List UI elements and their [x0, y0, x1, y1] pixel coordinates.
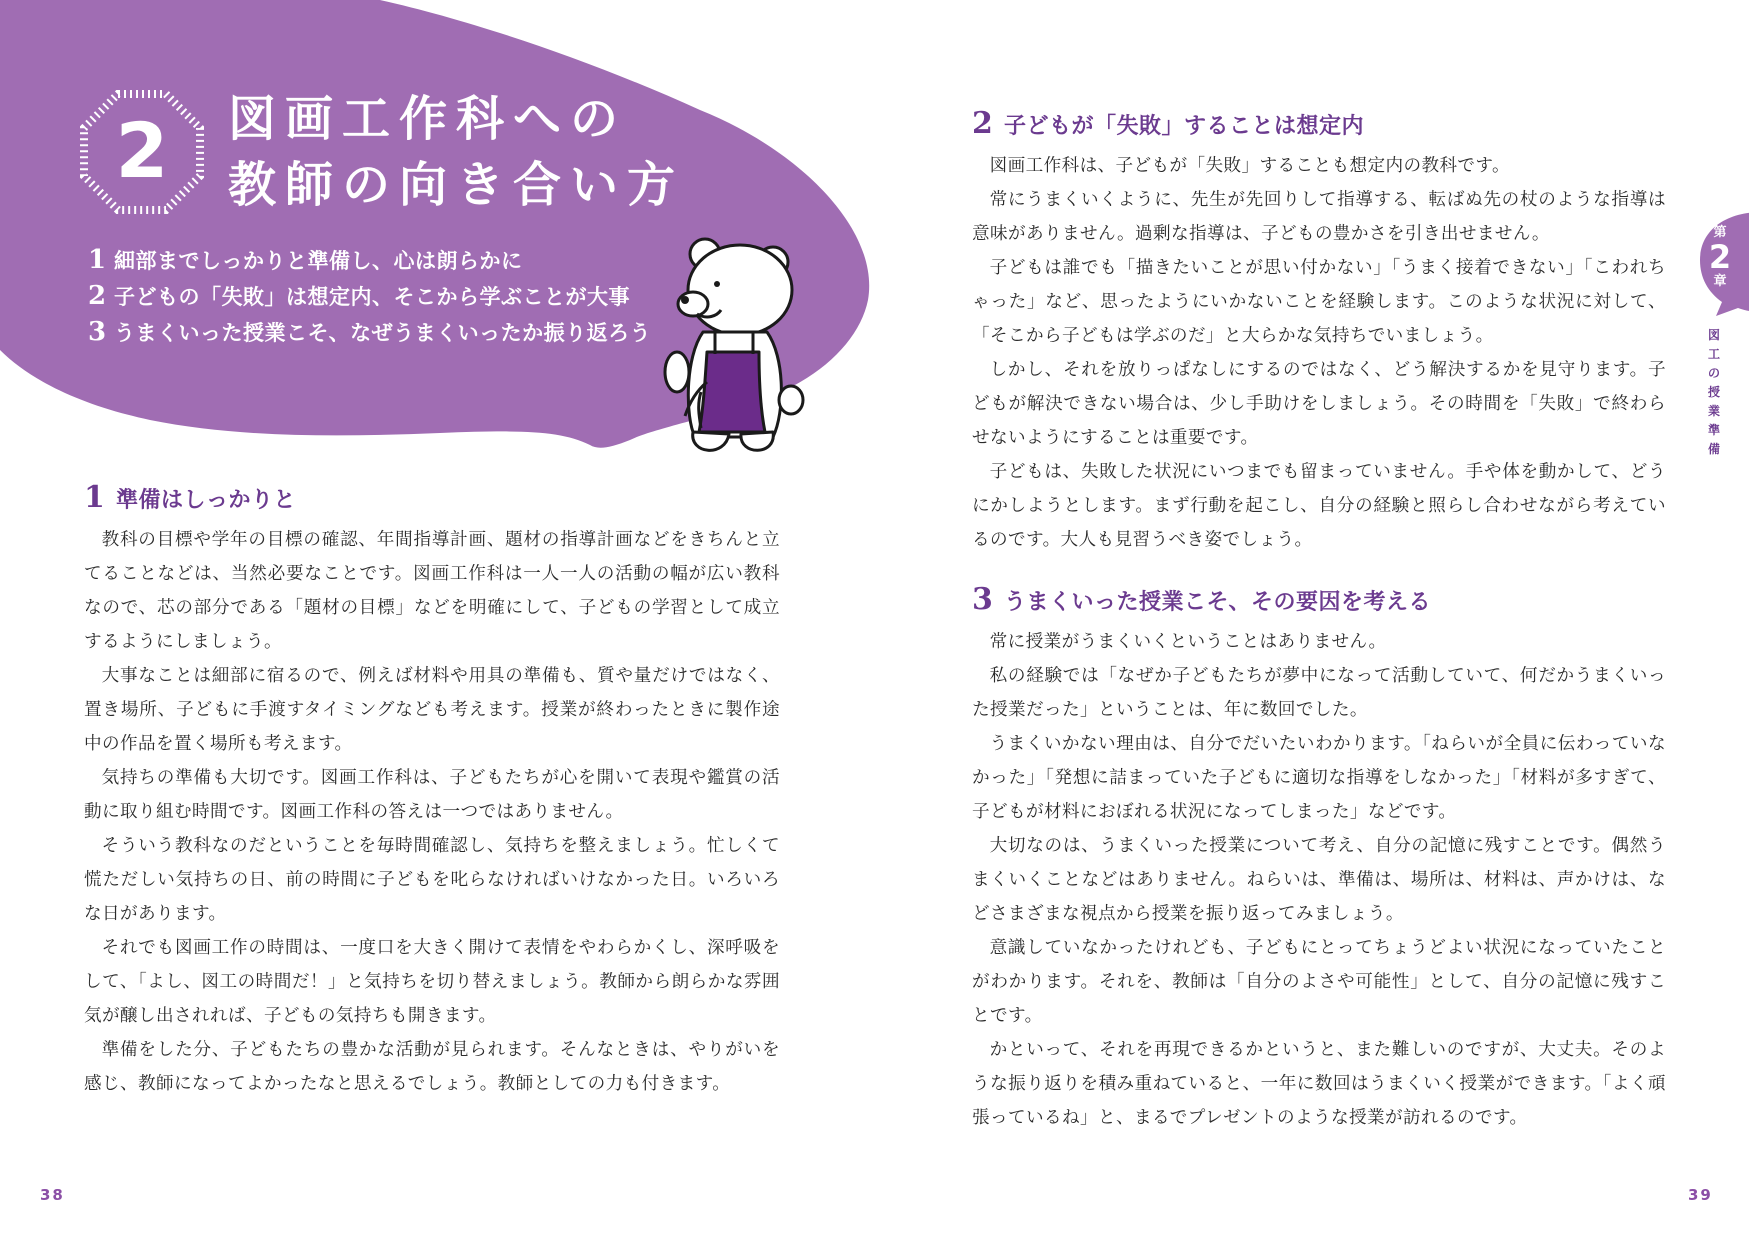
summary-item-number: 3 [88, 317, 107, 347]
chapter-badge-number: 2 [115, 106, 169, 195]
page-title [228, 86, 684, 218]
summary-item [88, 242, 651, 278]
page-title-line-2: 教師の向き合い方 [228, 157, 685, 213]
summary-list [88, 242, 651, 350]
section-number: 3 [972, 582, 993, 617]
section-heading [972, 582, 1666, 617]
summary-item-number: 2 [88, 281, 107, 311]
section-number: 1 [84, 480, 105, 515]
paragraph: 常にうまくいくように、先生が先回りして指導する、転ばぬ先の杖のような指導は意味がありません。過剰な指導は、子どもの豊かさを引き出せません。 [972, 190, 1666, 244]
section-title: 子どもが「失敗」することは想定内 [1004, 114, 1365, 139]
paragraph: 意識していなかったけれども、子どもにとってちょうどよい状況になっていたことがわかります。それを、教師は「自分のよさや可能性」として、自分の記憶に残すことです。 [972, 938, 1666, 1026]
summary-item [88, 278, 651, 314]
summary-item-text: うまくいった授業こそ、なぜうまくいったか振り返ろう [114, 321, 652, 345]
section-title: うまくいった授業こそ、その要因を考える [1004, 590, 1432, 615]
paragraph: 準備をした分、子どもたちの豊かな活動が見られます。そんなときは、やりがいを感じ、教師になってよかったなと思えるでしょう。教師としての力も付きます。 [84, 1040, 780, 1094]
section-body [972, 625, 1666, 1135]
paragraph: 常に授業がうまくいくということはありません。 [989, 632, 1387, 652]
paragraph: かといって、それを再現できるかというと、また難しいのですが、大丈夫。そのような振り返りを積み重ねていると、一年に数回はうまくいく授業ができます。「よく頑張っているね」と、まるでプレゼントのような授業が訪れるのです。 [972, 1040, 1666, 1128]
section-heading [84, 480, 780, 515]
section-number: 2 [972, 106, 993, 141]
paragraph: そういう教科なのだということを毎時間確認し、気持ちを整えましょう。忙しくて慌ただしい気持ちの日、前の時間に子どもを叱らなければいけなかった日。いろいろな日があります。 [84, 836, 780, 924]
paragraph: 大切なのは、うまくいった授業について考え、自分の記憶に残すことです。偶然うまくいくことなどはありません。ねらいは、準備は、場所は、材料は、声かけは、などさまざまな視点から授業を振り返ってみましょう。 [972, 836, 1666, 924]
bear-teacher-illustration-icon [655, 232, 805, 464]
page-number-left: 38 [40, 1186, 65, 1204]
paragraph: 図画工作科は、子どもが「失敗」することも想定内の教科です。 [989, 156, 1511, 176]
paragraph: 子どもは、失敗した状況にいつまでも留まっていません。手や体を動かして、どうにかしようとします。まず行動を起こし、自分の経験と照らし合わせながら考えているのです。大人も見習うべき姿でしょう。 [972, 462, 1666, 550]
section-1 [84, 480, 780, 1101]
section-body [84, 523, 780, 1101]
section-heading [972, 106, 1666, 141]
summary-item-text: 子どもの「失敗」は想定内、そこから学ぶことが大事 [114, 285, 630, 309]
paragraph: 教科の目標や学年の目標の確認、年間指導計画、題材の指導計画などをきちんと立てることなどは、当然必要なことです。図画工作科は一人一人の活動の幅が広い教科なので、芯の部分である「題材の目標」などを明確にして、子どもの学習として成立するようにしましょう。 [84, 530, 780, 652]
paragraph: 大事なことは細部に宿るので、例えば材料や用具の準備も、質や量だけではなく、置き場所、子どもに手渡すタイミングなども考えます。授業が終わったときに製作途中の作品を置く場所も考えます。 [84, 666, 780, 754]
left-page [0, 0, 874, 1241]
section-title: 準備はしっかりと [116, 488, 297, 513]
summary-item-text: 細部までしっかりと準備し、心は朗らかに [114, 249, 523, 273]
chapter-tab-suffix: 章 [1713, 274, 1727, 289]
section-2 [972, 106, 1666, 557]
chapter-tab-number: 2 [1708, 238, 1732, 276]
summary-item-number: 1 [88, 245, 107, 275]
chapter-number-badge [78, 88, 206, 216]
chapter-side-label: 図工の授業準備 [1707, 328, 1720, 456]
section-3 [972, 582, 1666, 1135]
summary-item [88, 314, 651, 350]
paragraph: しかし、それを放りっぱなしにするのではなく、どう解決するかを見守ります。子どもが解決できない場合は、少し手助けをしましょう。その時間を「失敗」で終わらせないようにすることは重要です。 [972, 360, 1666, 448]
chapter-tab-label [1692, 226, 1748, 288]
paragraph: 気持ちの準備も大切です。図画工作科は、子どもたちが心を開いて表現や鑑賞の活動に取り組む時間です。図画工作科の答えは一つではありません。 [84, 768, 780, 822]
paragraph: それでも図画工作の時間は、一度口を大きく開けて表情をやわらかくし、深呼吸をして、「よし、図工の時間だ！」と気持ちを切り替えましょう。教師から朗らかな雰囲気が醸し出されれば、子どもの気持ちも開きます。 [84, 938, 780, 1026]
paragraph: うまくいかない理由は、自分でだいたいわかります。「ねらいが全員に伝わっていなかった」「発想に詰まっていた子どもに適切な指導をしなかった」「材料が多すぎて、子どもが材料におぼれる状況になってしまった」などです。 [972, 734, 1666, 822]
section-body [972, 149, 1666, 557]
page-number-right: 39 [1688, 1186, 1713, 1204]
paragraph: 私の経験では「なぜか子どもたちが夢中になって活動していて、何だかうまくいった授業だった」ということは、年に数回でした。 [972, 666, 1666, 720]
page-title-line-1: 図画工作科への [228, 91, 628, 147]
chapter-tab-prefix: 第 [1713, 225, 1727, 240]
paragraph: 子どもは誰でも「描きたいことが思い付かない」「うまく接着できない」「こわれちゃった」など、思ったようにいかないことを経験します。このような状況に対して、「そこから子どもは学ぶのだ」と大らかな気持ちでいましょう。 [972, 258, 1666, 346]
